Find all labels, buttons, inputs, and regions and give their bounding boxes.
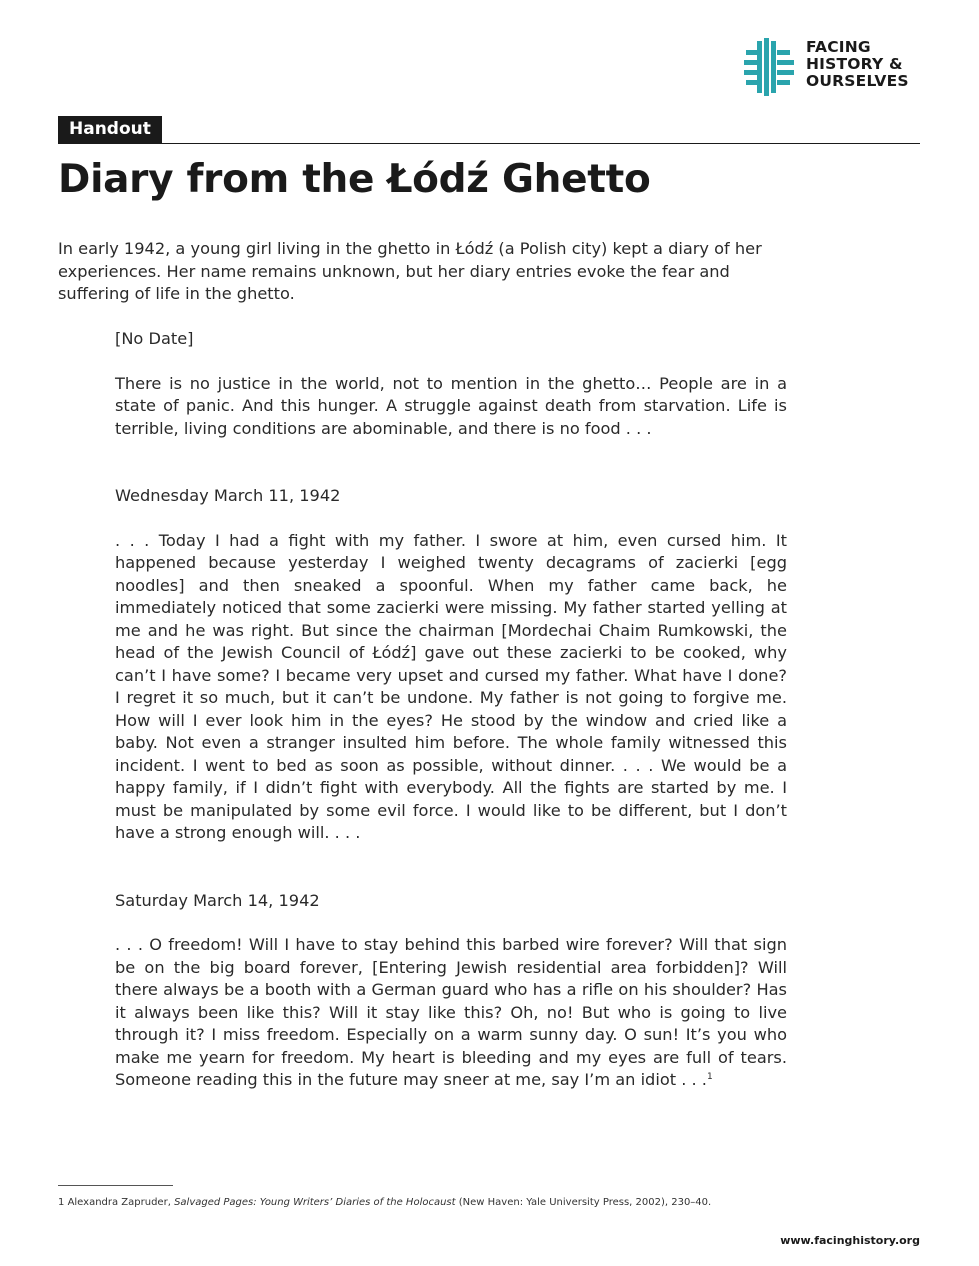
entry-date: Saturday March 14, 1942	[115, 890, 320, 910]
footnote-publication: (New Haven: Yale University Press, 2002), 230–40.	[458, 1197, 712, 1208]
footnote-reference[interactable]: 1	[706, 1072, 713, 1082]
entry-text-body: . . . O freedom! Will I have to stay behind this barbed wire forever? Will that sign be on the big board forever, [Entering Jewish residential area forbidden]? Will there always be a booth with a German guard who has a rifle on his shoulder? Has it always been like this? Will it stay like this? Oh, no! But who is going to live through it? I miss freedom. Especially on a warm sunny day. O sun! It’s you who make me yearn for freedom. My heart is bleeding and my eyes are full of tears. Someone reading this in the future may sneer at me, say I’m an idiot . . .	[115, 935, 787, 1089]
footnote-author: Alexandra Zapruder,	[67, 1197, 171, 1208]
logo-line: HISTORY &	[806, 55, 903, 73]
diary-entries	[115, 328, 787, 1092]
intro-paragraph: In early 1942, a young girl living in the ghetto in Łódź (a Polish city) kept a diary of her experiences. Her name remains unknown, but her diary entries evoke the fear and suffering of life in the ghetto.	[58, 239, 762, 303]
footnote	[58, 1196, 711, 1210]
page-title: Diary from the Łódź Ghetto	[58, 157, 651, 202]
entry-text: There is no justice in the world, not to mention in the ghetto… People are in a state of panic. And this hunger. A struggle against death from starvation. Life is terrible, living conditions are abominable, and there is no food . . .	[115, 373, 787, 438]
diary-entry	[115, 485, 787, 845]
entry-date: Wednesday March 11, 1942	[115, 486, 341, 505]
logo-wordmark	[806, 39, 909, 90]
diary-entry	[115, 890, 787, 1092]
header-divider	[58, 143, 920, 144]
footnote-book-title: Salvaged Pages: Young Writers’ Diaries of the Holocaust	[174, 1197, 456, 1208]
footnote-divider	[58, 1185, 173, 1186]
footnote-number: 1	[58, 1197, 65, 1208]
logo-line: OURSELVES	[806, 72, 909, 90]
footer-website[interactable]: www.facinghistory.org	[780, 1234, 920, 1247]
facing-history-logo	[744, 38, 934, 96]
entry-text: . . . Today I had a fight with my father. I swore at him, even cursed him. It happened because yesterday I weighed twenty decagrams of zacierki [egg noodles] and then sneaked a spoonful. When my father came back, he immediately noticed that some zacierki were missing. My father started yelling at me and he was right. But since the chairman [Mordechai Chaim Rumkowski, the head of the Jewish Council of Łódź] gave out these zacierki to be cooked, why can’t I have some? I became very upset and cursed my father. What have I done? I regret it so much, but it can’t be undone. My father is not going to forgive me. How will I ever look him in the eyes? He stood by the window and cried like a baby. Not even a stranger insulted him before. The whole family witnessed this incident. I went to bed as soon as possible, without dinner. . . . We would be a happy family, if I didn’t fight with everybody. All the fights are started by me. I must be manipulated by some evil force. I would like to be different, but I don’t have a strong enough will. . . .	[115, 530, 787, 842]
entry-text	[115, 934, 787, 1092]
handout-tag: Handout	[58, 116, 162, 143]
entry-date: [No Date]	[115, 329, 194, 348]
logo-stripes-icon	[744, 38, 800, 96]
diary-entry	[115, 328, 787, 440]
logo-line: FACING	[806, 38, 871, 56]
